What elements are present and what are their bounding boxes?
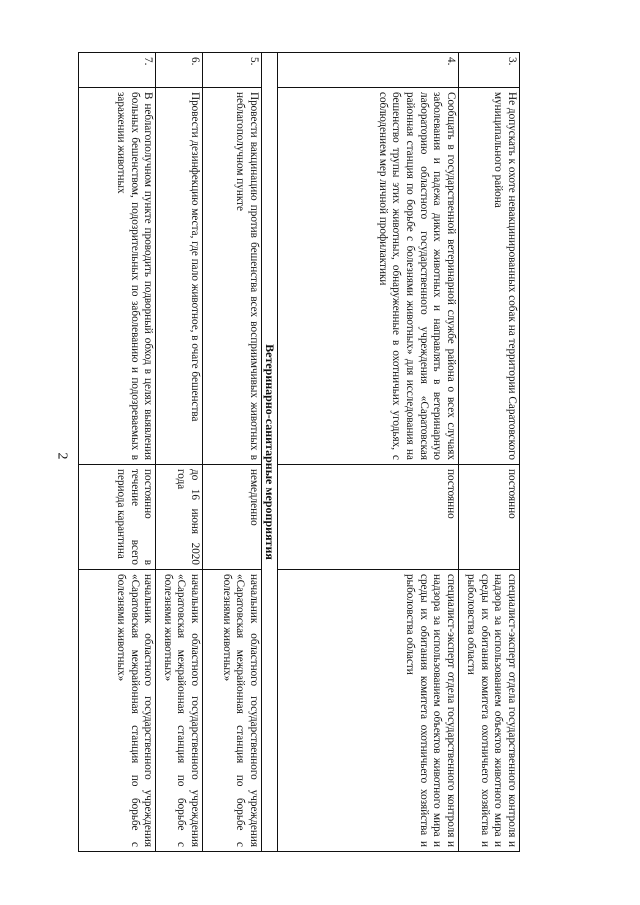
term-cell: постоянно в течение всего периода карантина bbox=[79, 465, 156, 570]
term-cell: немедленно bbox=[203, 465, 262, 570]
action-cell: Провести вакцинацию против бешенства всех восприимчивых животных в неблагополучном пункте bbox=[203, 88, 262, 465]
responsible-cell: специалист-эксперт отдела государственного контроля и надзора за использованием объектов животного мира и среды их обитания комитета охотничьего хозяйства и рыболовства области bbox=[277, 570, 458, 852]
action-cell: Провести дезинфекцию места, где пало животное, в очаге бешенства bbox=[156, 88, 203, 465]
section-title: Ветеринарно-санитарные мероприятия bbox=[262, 53, 278, 852]
row-number: 6. bbox=[156, 53, 203, 88]
table-row bbox=[203, 53, 262, 852]
rotated-table-container bbox=[78, 52, 520, 852]
responsible-cell: начальник областного государственного учреждения «Саратовская межрайонная станция по борьбе с болезнями животных» bbox=[203, 570, 262, 852]
responsible-cell: специалист-эксперт отдела государственного контроля и надзора за использованием объектов животного мира и среды их обитания комитета охотничьего хозяйства и рыболовства области bbox=[458, 570, 519, 852]
table-row bbox=[156, 53, 203, 852]
table-row bbox=[458, 53, 519, 852]
table-row bbox=[79, 53, 156, 852]
term-cell: постоянно bbox=[458, 465, 519, 570]
row-number: 4. bbox=[277, 53, 458, 88]
row-number: 7. bbox=[79, 53, 156, 88]
page-number: 2 bbox=[54, 452, 70, 460]
measures-table bbox=[78, 52, 520, 852]
responsible-cell: начальник областного государственного учреждения «Саратовская межрайонная станция по борьбе с болезнями животных» bbox=[156, 570, 203, 852]
action-cell: Не допускать к охоте невакцинированных собак на территории Саратовского муниципального района bbox=[458, 88, 519, 465]
action-cell: Сообщать в государственной ветеринарной службе района о всех случаях заболевания и падежа диких животных и направлять в ветеринарную лабораторию областного государственного учреждения «Саратовская районная станция по борьбе с болезнями животных» для исследования на бешенство трупы этих животных, обнаруженные в охотничьих угодьях, с соблюдением мер личной профилактики bbox=[277, 88, 458, 465]
row-number: 3. bbox=[458, 53, 519, 88]
row-number: 5. bbox=[203, 53, 262, 88]
responsible-cell: начальник областного государственного учреждения «Саратовская межрайонная станция по борьбе с болезнями животных» bbox=[79, 570, 156, 852]
term-cell: до 16 июня 2020 года bbox=[156, 465, 203, 570]
term-cell: постоянно bbox=[277, 465, 458, 570]
section-header-row bbox=[262, 53, 278, 852]
action-cell: В неблагополучном пункте проводить подворный обход в целях выявления больных бешенством, подозрительных по заболеванию и подозреваемых в заражении животных bbox=[79, 88, 156, 465]
table-row bbox=[277, 53, 458, 852]
